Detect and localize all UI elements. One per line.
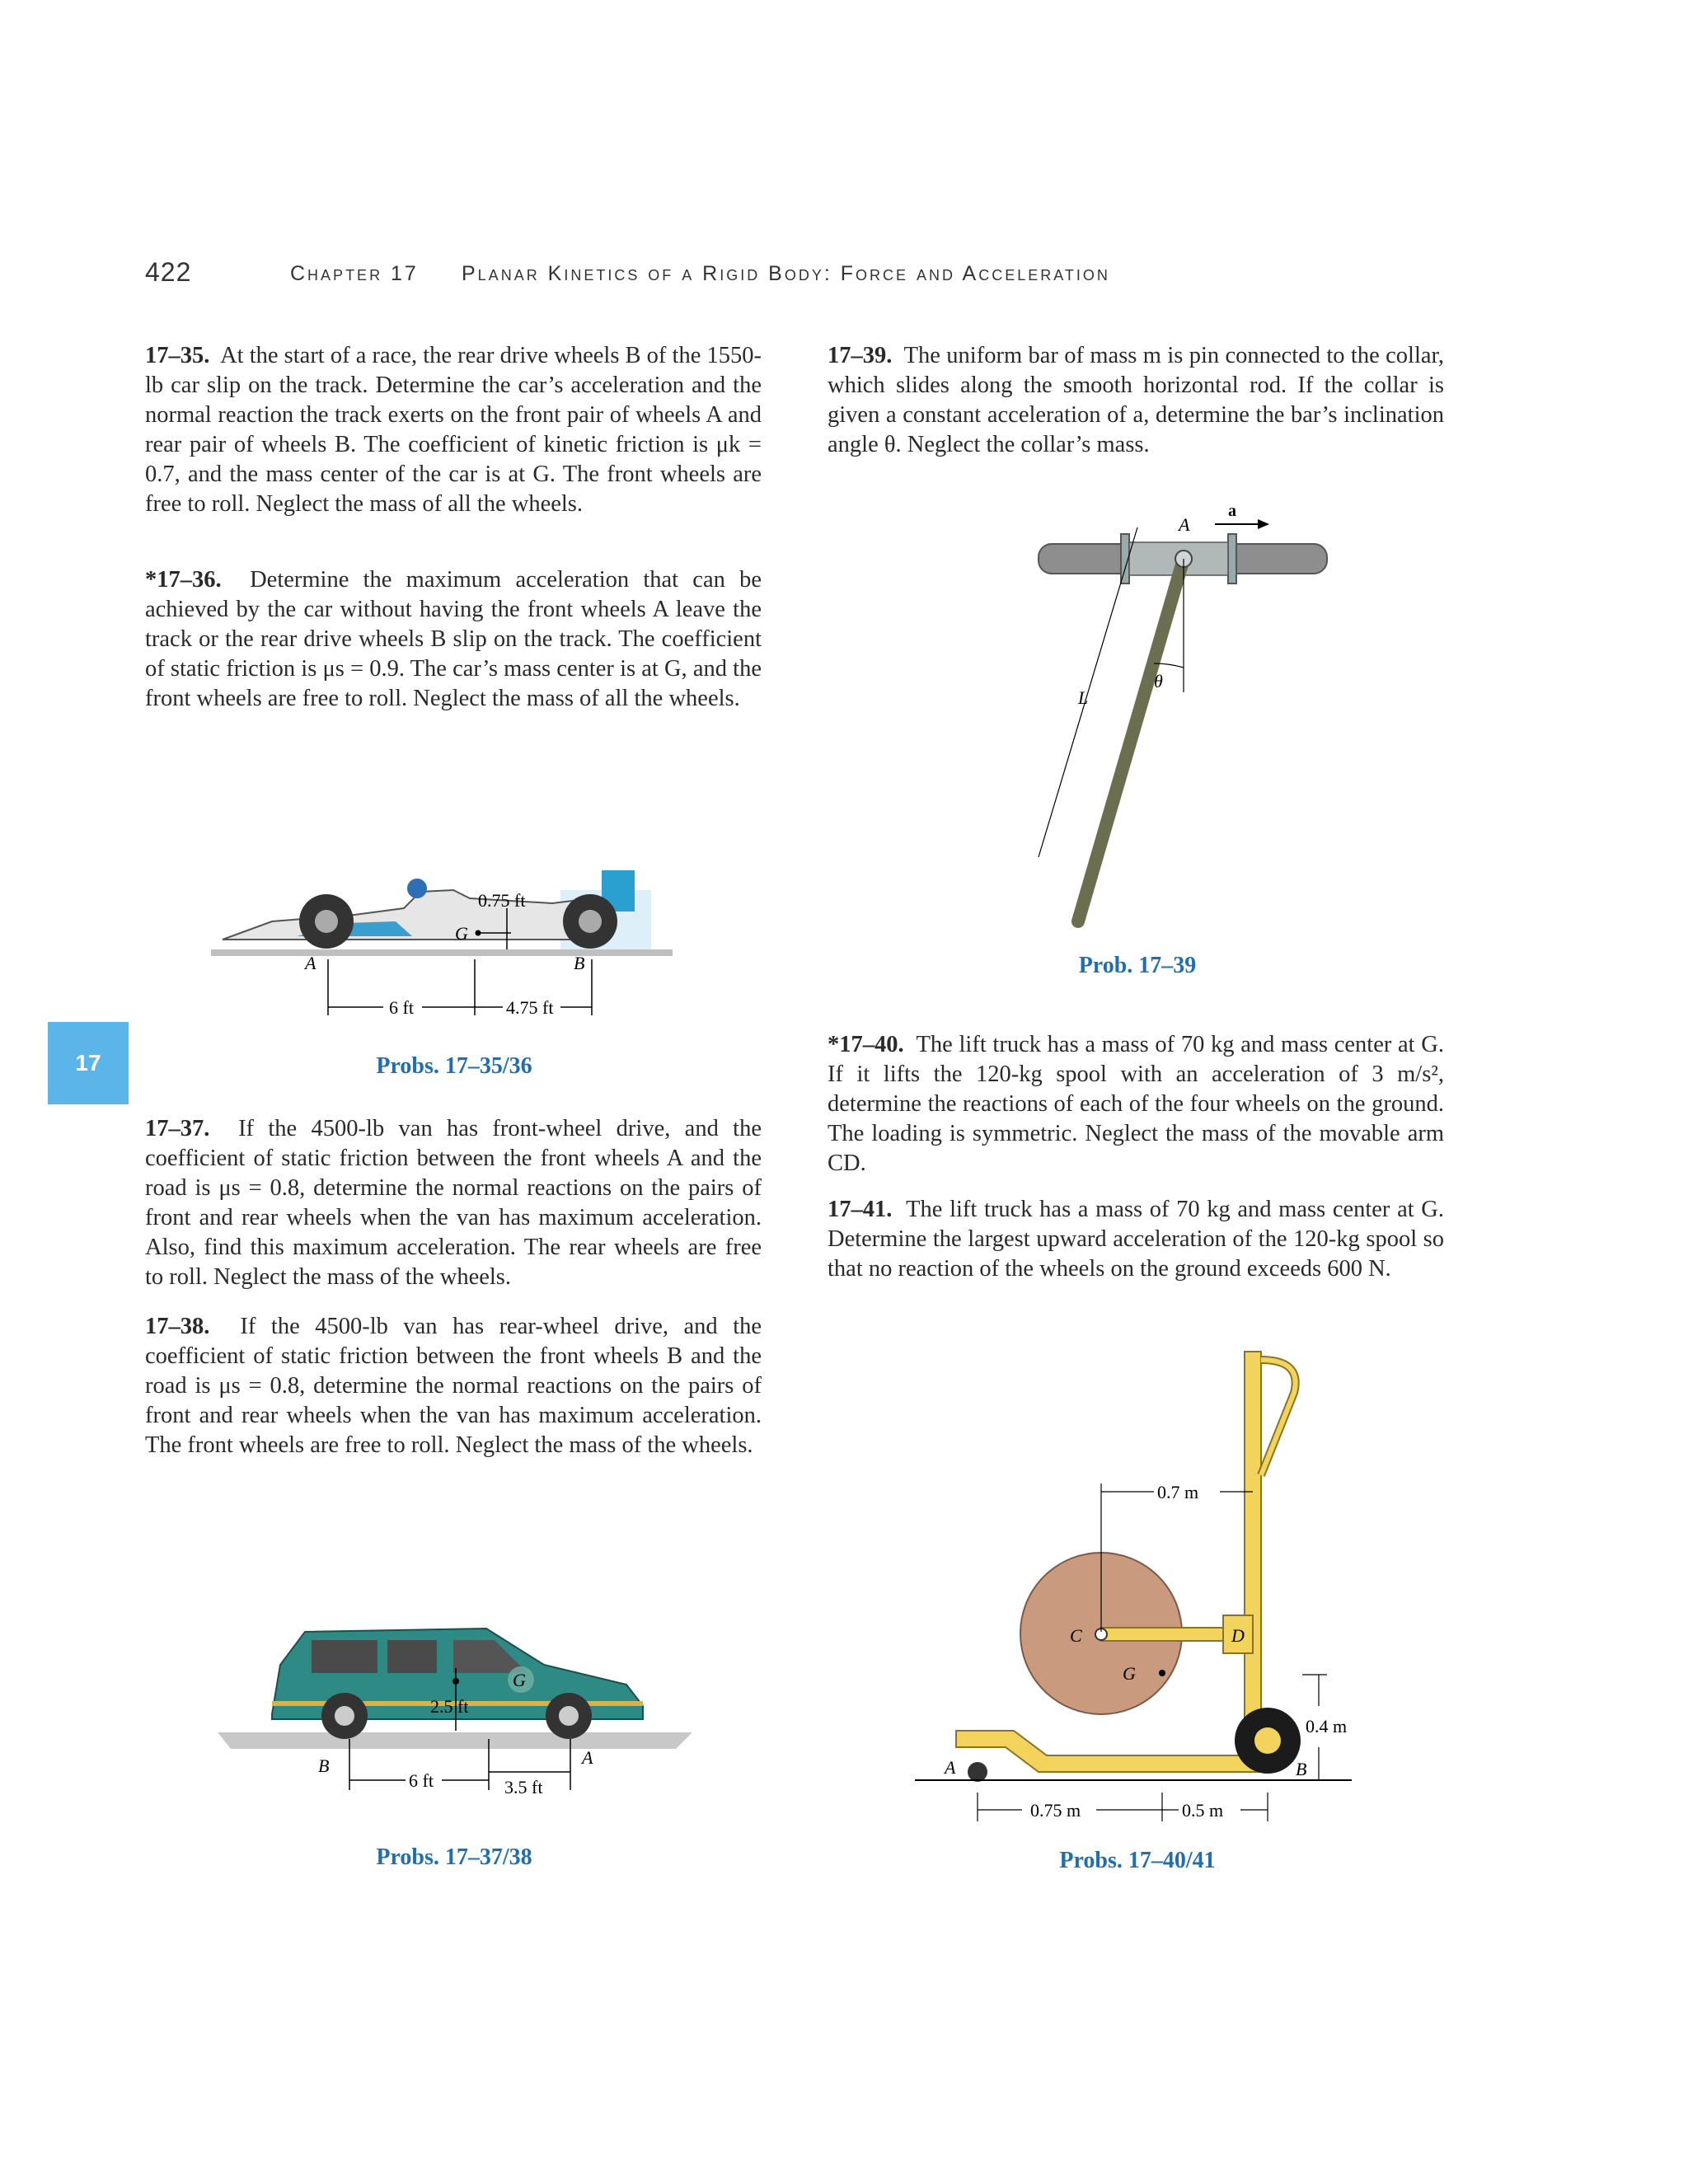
accel-label: a (1228, 502, 1236, 520)
figure-caption-35-36: Probs. 17–35/36 (376, 1053, 532, 1079)
page-number: 422 (145, 257, 192, 287)
problem-17-39 (828, 341, 1444, 460)
height-label: 0.75 ft (478, 890, 526, 911)
g-label: G (513, 1670, 526, 1690)
track (211, 949, 673, 956)
problem-text: The lift truck has a mass of 70 kg and mass center at G. If it lifts the 120-kg spool with an acceleration of 3 m/s², determine the reactions of each of the four wheels on the ground. The loading is symmetric. Neglect the mass of the movable arm CD. (828, 1032, 1444, 1176)
problem-17-37 (145, 1114, 762, 1292)
problem-number: 17–38. (145, 1314, 210, 1339)
race-car-figure (206, 857, 701, 1030)
problem-17-36 (145, 565, 762, 714)
l-label: L (1078, 687, 1089, 708)
wheel-a (968, 1762, 987, 1782)
a-label: A (305, 953, 316, 973)
g-label: G (1123, 1663, 1136, 1684)
van-figure (214, 1607, 709, 1813)
collar-right-flange (1228, 534, 1236, 583)
problem-text: If the 4500-lb van has rear-wheel drive, and the coefficient of static friction between the front wheels B and the road is μs = 0.8, determine the normal reactions on the pairs of front and rear wheels when the van has maximum acceleration. The front wheels are free to roll. Neglect the mass of the wheels. (145, 1314, 762, 1458)
c-label: C (1070, 1625, 1082, 1646)
driver-helmet (407, 879, 427, 898)
uniform-bar (1078, 559, 1184, 921)
b-label: B (574, 953, 585, 973)
a-point-label: A (1179, 514, 1190, 535)
height-label: 2.5 ft (430, 1696, 469, 1717)
dim-0-7m: 0.7 m (1157, 1482, 1199, 1502)
problem-number: 17–35. (145, 343, 210, 368)
base (956, 1731, 1261, 1772)
lift-truck-figure (907, 1343, 1385, 1838)
dim-4-75ft: 4.75 ft (506, 997, 554, 1018)
problem-text: The uniform bar of mass m is pin connected to the collar, which slides along the smooth horizontal rod. If the collar is given a constant acceleration of a, determine the bar’s inclination angle θ. Neglect the collar’s mass. (828, 343, 1444, 457)
theta-label: θ (1154, 671, 1163, 691)
van-window (312, 1640, 377, 1673)
problem-17-38 (145, 1312, 762, 1460)
problem-text: If the 4500-lb van has front-wheel drive, and the coefficient of static friction between the front wheels A and the road is μs = 0.8, determine the normal reactions on the pairs of front and rear wheels when the van has maximum acceleration. Also, find this maximum acceleration. The rear wheels are free to roll. Neglect the mass of the wheels. (145, 1116, 762, 1290)
car-body (223, 890, 602, 940)
dim-6ft: 6 ft (389, 997, 414, 1018)
figure-caption-40-41: Probs. 17–40/41 (1059, 1848, 1216, 1873)
problem-number: 17–37. (145, 1116, 210, 1141)
g-label: G (455, 923, 468, 944)
road (218, 1732, 692, 1749)
chapter-tab: 17 (48, 1022, 129, 1104)
problem-17-41 (828, 1195, 1444, 1284)
arm-cd (1101, 1628, 1241, 1641)
problem-text: Determine the maximum acceleration that can be achieved by the car without having the front wheels A leave the track or the rear drive wheels B slip on the track. The coefficient of static friction is μs = 0.9. The car’s mass center is at G, and the front wheels are free to roll. Neglect the mass of all the wheels. (145, 567, 762, 711)
chapter-label: Chapter 17 (290, 262, 419, 285)
problem-number: 17–41. (828, 1197, 893, 1222)
d-label: D (1231, 1625, 1245, 1646)
a-label: A (582, 1747, 593, 1768)
dim-0-4m: 0.4 m (1306, 1716, 1348, 1736)
problem-17-40 (828, 1030, 1444, 1179)
b-label: B (318, 1755, 330, 1776)
problem-number: *17–36. (145, 567, 222, 593)
b-label: B (1296, 1759, 1307, 1779)
problem-text: At the start of a race, the rear drive wheels B of the 1550-lb car slip on the track. Determine the car’s acceleration and the normal reaction the track exerts on the front pair of wheels A and rear pair of wheels B. The coefficient of kinetic friction is μk = 0.7, and the mass center of the car is at G. The front wheels are free to roll. Neglect the mass of all the wheels. (145, 343, 762, 517)
figure-caption-37-38: Probs. 17–37/38 (376, 1844, 532, 1870)
problem-number: 17–39. (828, 343, 893, 368)
problem-17-35 (145, 341, 762, 519)
problem-number: *17–40. (828, 1032, 904, 1057)
problem-text: The lift truck has a mass of 70 kg and mass center at G. Determine the largest upward acceleration of the 120-kg spool so that no reaction of the wheels on the ground exceeds 600 N. (828, 1197, 1444, 1282)
a-label: A (945, 1757, 956, 1778)
chapter-title: Planar Kinetics of a Rigid Body: Force and Acceleration (462, 262, 1110, 285)
mass-center-point (1159, 1670, 1165, 1676)
mast (1245, 1352, 1261, 1764)
dim-0-75m: 0.75 m (1030, 1800, 1081, 1821)
figure-caption-39: Prob. 17–39 (1078, 953, 1197, 978)
dim-6ft: 6 ft (409, 1770, 434, 1791)
dim-0-5m: 0.5 m (1182, 1800, 1224, 1821)
bar-collar-figure (1030, 494, 1343, 940)
dim-3-5ft: 3.5 ft (504, 1777, 543, 1797)
